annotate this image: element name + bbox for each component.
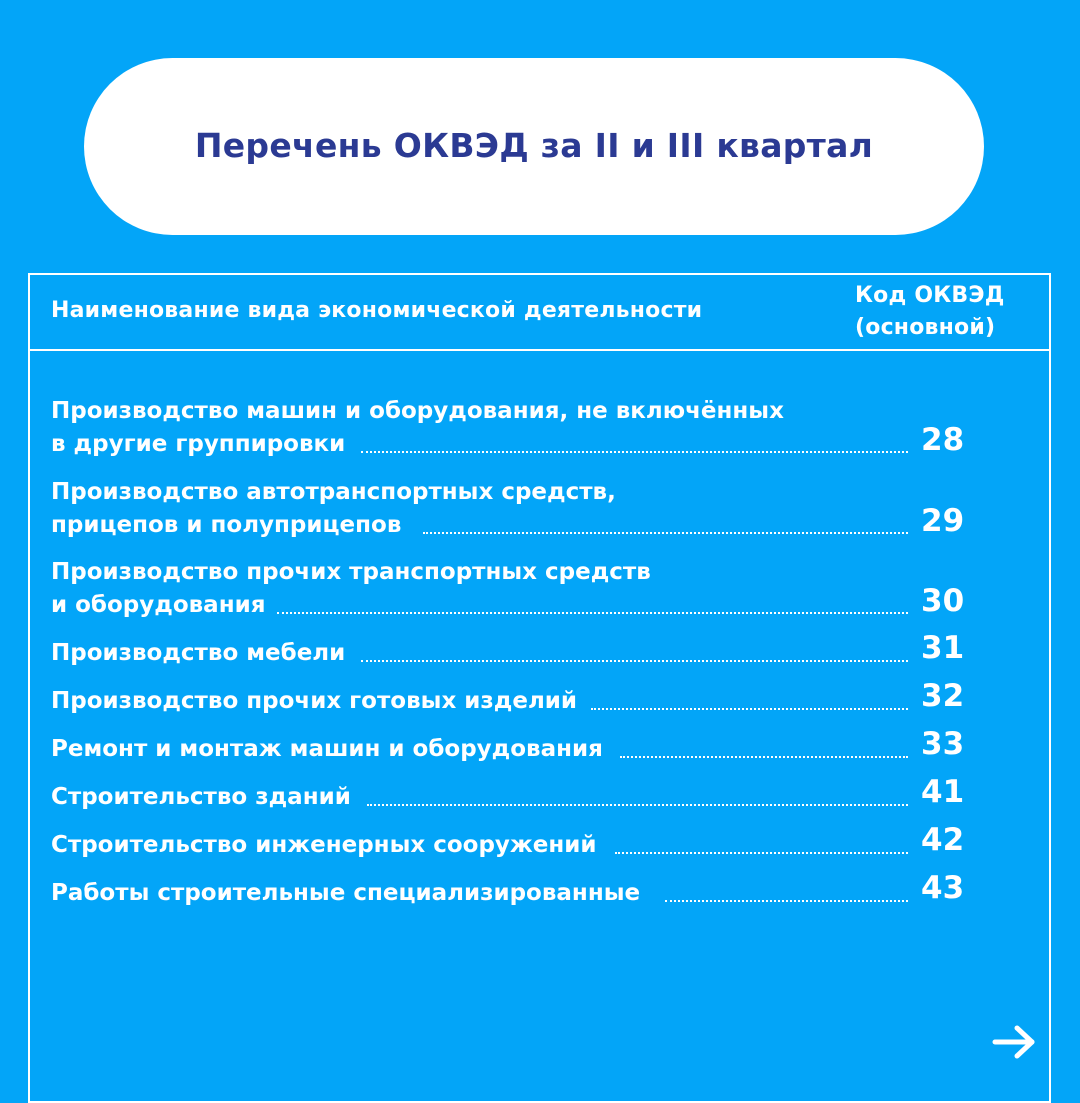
page-title: Перечень ОКВЭД за II и III квартал (194, 125, 874, 165)
row-label: Производство прочих готовых изделий (51, 688, 578, 714)
title-banner (84, 58, 984, 235)
row-code: 29 (921, 503, 965, 539)
row-label: Производство автотранспортных средств, прицепов и полуприцепов (51, 479, 616, 538)
header-activity-name: Наименование вида экономической деятельности (51, 298, 703, 323)
row-code: 32 (921, 678, 965, 714)
row-label: Производство прочих транспортных средств и оборудования (51, 559, 651, 618)
row-leader-dots (423, 532, 908, 534)
row-label: Производство мебели (51, 640, 346, 666)
row-label: Строительство зданий (51, 784, 351, 810)
row-code: 41 (921, 774, 965, 810)
row-leader-dots (620, 756, 908, 758)
arrow-right-icon[interactable] (992, 1024, 1038, 1060)
row-leader-dots (615, 852, 908, 854)
row-label: Производство машин и оборудования, не включённых в другие группировки (51, 398, 784, 457)
row-code: 42 (921, 822, 965, 858)
header-code-line2: (основной) (855, 315, 996, 340)
row-label: Работы строительные специализированные (51, 880, 641, 906)
row-leader-dots (367, 804, 908, 806)
row-leader-dots (361, 660, 908, 662)
row-leader-dots (277, 612, 908, 614)
row-code: 43 (921, 870, 965, 906)
row-leader-dots (361, 451, 908, 453)
row-code: 28 (921, 422, 965, 458)
header-okved-code (855, 280, 1005, 344)
table-header (30, 275, 1049, 351)
header-code-line1: Код ОКВЭД (855, 283, 1005, 308)
row-code: 33 (921, 726, 965, 762)
row-leader-dots (665, 900, 908, 902)
okved-table (28, 273, 1051, 1103)
row-label: Строительство инженерных сооружений (51, 832, 597, 858)
row-label: Ремонт и монтаж машин и оборудования (51, 736, 603, 762)
row-code: 31 (921, 630, 965, 666)
row-code: 30 (921, 583, 965, 619)
row-leader-dots (591, 708, 908, 710)
